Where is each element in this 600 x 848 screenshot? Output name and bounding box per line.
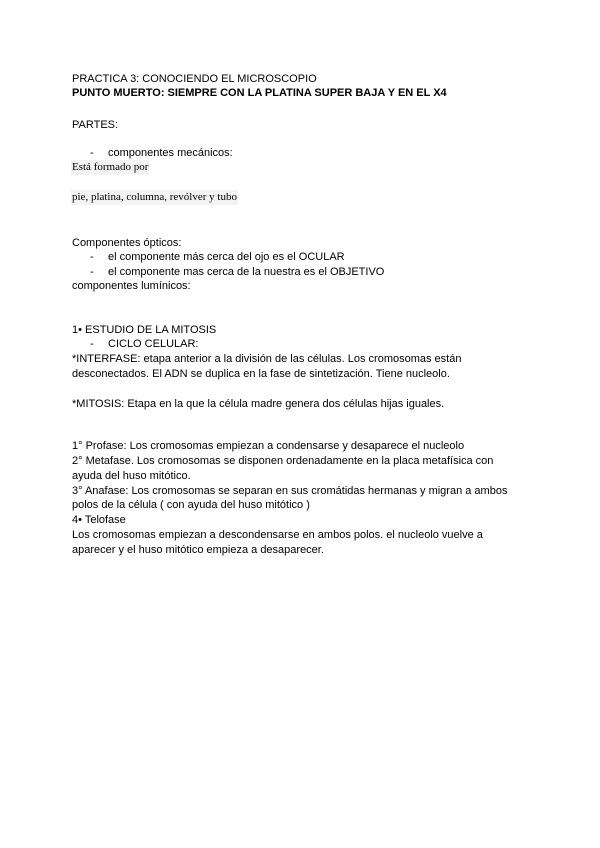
- mitosis-definition: *MITOSIS: Etapa en la que la célula madre genera dos células hijas iguales.: [72, 398, 445, 410]
- parts-heading: PARTES:: [72, 119, 119, 131]
- anaphase-line-2: polos de la célula ( con ayuda del huso mitótico ): [72, 499, 310, 511]
- interphase-line-1: *INTERFASE: etapa anterior a la división de las células. Los cromosomas están: [72, 353, 462, 365]
- formed-by-text: Está formado por: [72, 161, 149, 173]
- bullet-dash: -: [90, 338, 94, 350]
- optical-item-ocular-text: el componente más cerca del ojo es el OCULAR: [108, 251, 345, 263]
- mechanical-components-item: [90, 146, 233, 160]
- metaphase-line-1: 2° Metafase. Los cromosomas se disponen ordenadamente en la placa metafísica con: [72, 455, 494, 467]
- optical-item-ocular: [90, 250, 345, 264]
- cell-cycle-label: CICLO CELULAR:: [108, 338, 199, 350]
- interphase-line-2: desconectados. El ADN se duplica en la fase de sintetización. Tiene nucleolo.: [72, 368, 450, 380]
- cell-cycle-item: [90, 337, 198, 351]
- prophase-text: 1° Profase: Los cromosomas empiezan a condensarse y desaparece el nucleolo: [72, 440, 465, 452]
- mechanical-components-label: componentes mecánicos:: [108, 147, 233, 159]
- mitosis-section-heading: 1• ESTUDIO DE LA MITOSIS: [72, 324, 217, 336]
- telophase-line-2: aparecer y el huso mitótico empieza a desaparecer.: [72, 544, 324, 556]
- document-title: PRACTICA 3: CONOCIENDO EL MICROSCOPIO: [72, 73, 317, 85]
- light-components-heading: componentes lumínicos:: [72, 280, 191, 292]
- anaphase-line-1: 3° Anafase: Los cromosomas se separan en sus cromátidas hermanas y migran a ambos: [72, 485, 508, 497]
- optical-item-objetivo-text: el componente mas cerca de la nuestra es el OBJETIVO: [108, 266, 385, 278]
- mechanical-parts-list: pie, platina, columna, revólver y tubo: [72, 191, 237, 203]
- bullet-dash: -: [90, 251, 94, 263]
- telophase-line-1: Los cromosomas empiezan a descondensarse en ambos polos. el nucleolo vuelve a: [72, 529, 483, 541]
- metaphase-line-2: ayuda del huso mitótico.: [72, 470, 191, 482]
- optical-components-heading: Componentes ópticos:: [72, 237, 182, 249]
- dead-point-warning: PUNTO MUERTO: SIEMPRE CON LA PLATINA SUPER BAJA Y EN EL X4: [72, 87, 447, 99]
- optical-item-objetivo: [90, 265, 384, 279]
- bullet-dash: -: [90, 266, 94, 278]
- bullet-dash: -: [90, 147, 94, 159]
- telophase-heading: 4• Telofase: [72, 514, 126, 526]
